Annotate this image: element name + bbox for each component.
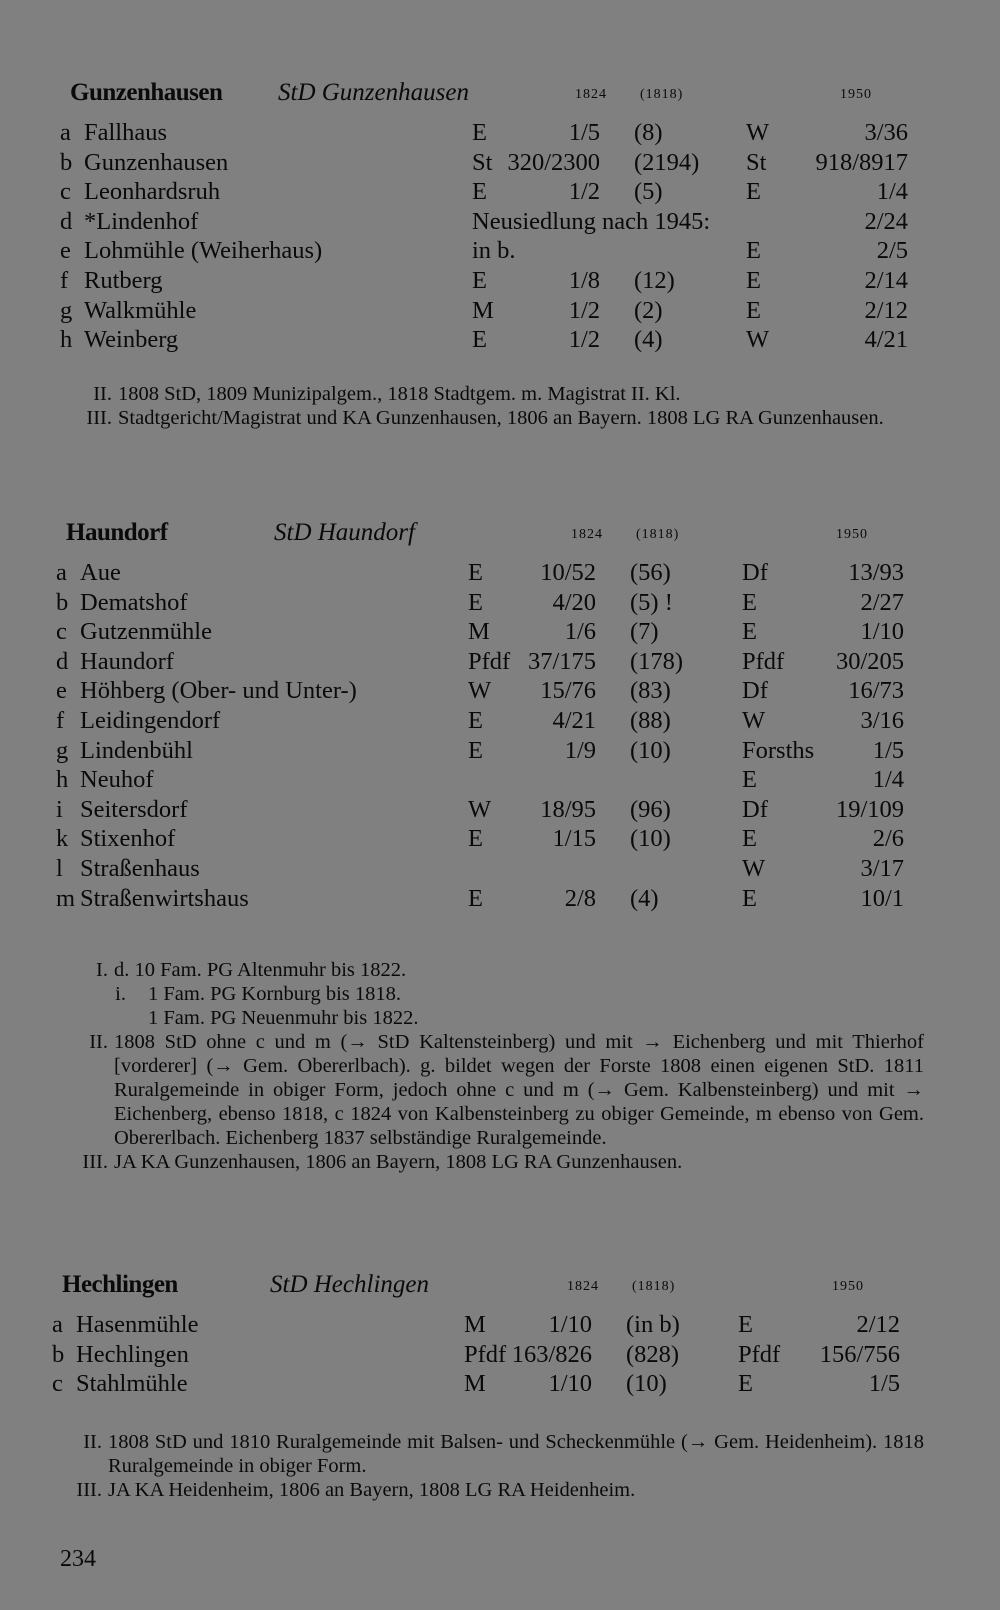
row-letter: b — [52, 1340, 65, 1368]
row-type-1950: W — [746, 119, 770, 146]
row-value-1950: 13/93 — [848, 559, 904, 586]
table-row — [0, 177, 1000, 207]
row-value-1950: 918/8917 — [815, 148, 908, 176]
note-paragraph — [72, 1150, 924, 1174]
row-value-1824: 1/2 — [568, 296, 600, 324]
row-letter: f — [56, 707, 65, 734]
row-type-1824: M — [468, 618, 490, 646]
note-text: JA KA Heidenheim, 1806 an Bayern, 1808 LG RA Heidenheim. — [108, 1479, 636, 1501]
row-type-1824: E — [468, 884, 483, 912]
note-paragraph — [66, 1478, 924, 1502]
row-value-1818: (12) — [634, 267, 675, 294]
row-value-1824: 10/52 — [540, 559, 596, 586]
row-type-1824: E — [472, 119, 487, 146]
note-text: 1 Fam. PG Kornburg bis 1818. — [148, 983, 402, 1005]
row-letter: g — [60, 296, 73, 324]
row-value-1824: 1/15 — [552, 825, 596, 853]
row-type-1950: E — [742, 825, 757, 853]
row-type-1950: St — [746, 148, 767, 176]
row-type-1950: E — [738, 1311, 753, 1338]
row-value-1824: 1/5 — [568, 119, 600, 146]
row-name: Stixenhof — [80, 825, 176, 853]
note-paragraph — [72, 982, 924, 1006]
row-value-1950: 1/5 — [868, 1370, 900, 1398]
row-value-1950: 4/21 — [864, 326, 908, 354]
row-value-1824: 1/2 — [568, 326, 600, 354]
row-value-1818: (8) — [634, 119, 663, 146]
row-type-1950: E — [738, 1370, 753, 1398]
row-value-1818: (4) — [634, 326, 663, 354]
row-value-1950: 3/17 — [860, 855, 904, 882]
row-name: Stahlmühle — [76, 1370, 188, 1398]
row-value-1824: 1/9 — [564, 736, 596, 764]
row-value-1950: 1/4 — [872, 766, 904, 794]
row-name: Rutberg — [84, 267, 163, 294]
row-value-1818: (5) — [634, 178, 663, 206]
row-value-1950: 2/14 — [864, 267, 908, 294]
year-1950: 1950 — [840, 87, 872, 102]
table-row — [0, 325, 1000, 355]
row-value-1824: 1/8 — [568, 267, 600, 294]
row-type-1824: W — [468, 795, 492, 823]
section-std: StD Hechlingen — [270, 1271, 429, 1298]
note-paragraph — [72, 958, 924, 982]
row-letter: c — [60, 178, 71, 206]
section-std: StD Gunzenhausen — [278, 79, 469, 106]
table-row — [0, 1310, 1000, 1340]
row-value-1950: 10/1 — [860, 884, 904, 912]
row-value-1950: 3/36 — [864, 119, 908, 146]
row-type-1824: Neusiedlung nach 1945: — [472, 207, 711, 235]
row-name: Straßenhaus — [80, 855, 200, 882]
row-type-1950: W — [746, 326, 770, 354]
table-row — [0, 236, 1000, 266]
row-name: Hechlingen — [76, 1340, 189, 1368]
row-value-1818: (83) — [630, 677, 671, 705]
row-value-1818: (2) — [634, 296, 663, 324]
note-text: 1808 StD, 1809 Munizipalgem., 1818 Stadtgem. m. Magistrat II. Kl. — [118, 383, 681, 405]
row-type-1950: E — [746, 296, 761, 324]
row-name: Dematshof — [80, 588, 188, 616]
table-row — [0, 558, 1000, 588]
row-type-1824: E — [472, 178, 487, 206]
row-name: Seitersdorf — [80, 795, 188, 823]
row-value-1818: (88) — [630, 707, 671, 734]
row-value-1818: (2194) — [634, 148, 700, 176]
row-value-1818: (10) — [626, 1370, 667, 1398]
table-row — [0, 266, 1000, 296]
note-paragraph — [72, 1006, 924, 1030]
note-paragraph — [66, 1430, 924, 1478]
row-name: *Lindenhof — [84, 207, 199, 235]
year-1824: 1824 — [571, 527, 603, 542]
year-1818: (1818) — [640, 87, 684, 102]
section-notes — [72, 958, 924, 1174]
row-type-1950: Forsths — [742, 736, 815, 764]
table-row — [0, 824, 1000, 854]
table-row — [0, 617, 1000, 647]
row-value-1950: 1/5 — [872, 736, 904, 764]
row-type-1824: M — [464, 1311, 486, 1338]
row-value-1950: 1/4 — [876, 178, 908, 206]
row-value-1950: 2/6 — [872, 825, 904, 853]
table-row — [0, 118, 1000, 148]
row-letter: e — [60, 237, 71, 265]
row-name: Lindenbühl — [80, 736, 193, 764]
row-value-1818: (10) — [630, 825, 671, 853]
row-value-1818: (5) ! — [630, 588, 673, 616]
row-value-1824: 1/10 — [548, 1370, 592, 1398]
row-type-1950: Df — [742, 795, 768, 823]
row-name: Walkmühle — [84, 296, 197, 324]
row-type-1824: St — [472, 148, 493, 176]
row-letter: c — [52, 1370, 63, 1398]
row-name: Leidingendorf — [80, 707, 221, 734]
row-type-1824: E — [468, 736, 483, 764]
row-letter: b — [60, 148, 73, 176]
row-letter: a — [52, 1311, 63, 1338]
row-value-1824: 15/76 — [540, 677, 596, 705]
note-number: II. — [83, 1431, 102, 1453]
table-row — [0, 676, 1000, 706]
table-row — [0, 736, 1000, 766]
row-type-1824: M — [472, 296, 494, 324]
note-text: d. 10 Fam. PG Altenmuhr bis 1822. — [114, 959, 407, 981]
table-row — [0, 588, 1000, 618]
table-row — [0, 1369, 1000, 1399]
row-value-1824: 18/95 — [540, 795, 596, 823]
table-row — [0, 884, 1000, 914]
row-type-1824: Pfdf — [468, 647, 511, 675]
row-letter: e — [56, 677, 67, 705]
table-row — [0, 148, 1000, 178]
row-name: Leonhardsruh — [84, 178, 221, 206]
row-letter: i — [56, 795, 63, 823]
row-type-1824: in b. — [472, 237, 516, 265]
row-value-1818: (in b) — [626, 1311, 680, 1338]
row-value-1824: 4/20 — [552, 588, 596, 616]
note-text: JA KA Gunzenhausen, 1806 an Bayern, 1808 LG RA Gunzenhausen. — [114, 1151, 683, 1173]
row-type-1950: E — [742, 766, 757, 794]
year-1950: 1950 — [836, 527, 868, 542]
row-type-1824: E — [468, 707, 483, 734]
note-paragraph — [76, 382, 926, 406]
row-value-1818: (828) — [626, 1340, 680, 1368]
row-value-1950: 2/24 — [864, 207, 908, 235]
table-row — [0, 1340, 1000, 1370]
row-type-1824: E — [468, 559, 483, 586]
row-type-1824: E — [468, 825, 483, 853]
row-name: Weinberg — [84, 326, 179, 354]
row-value-1950: 19/109 — [835, 795, 904, 823]
row-type-1950: Pfdf — [738, 1340, 781, 1368]
row-value-1950: 2/5 — [876, 237, 908, 265]
row-value-1818: (178) — [630, 647, 684, 675]
year-1824: 1824 — [567, 1279, 599, 1294]
note-number: III. — [82, 1151, 108, 1173]
row-value-1950: 156/756 — [819, 1340, 900, 1368]
row-value-1818: (4) — [630, 884, 659, 912]
note-number: i. — [115, 983, 126, 1005]
year-1818: (1818) — [632, 1279, 676, 1294]
row-name: Neuhof — [80, 766, 154, 794]
row-type-1824: E — [472, 326, 487, 354]
row-value-1950: 1/10 — [860, 618, 904, 646]
page-number: 234 — [60, 1546, 96, 1572]
row-value-1824: 2/8 — [564, 884, 596, 912]
row-value-1824: 1/6 — [564, 618, 596, 646]
row-type-1950: E — [746, 267, 761, 294]
row-letter: m — [56, 884, 76, 912]
row-type-1824: Pfdf — [464, 1340, 507, 1368]
table-row — [0, 706, 1000, 736]
row-value-1950: 2/27 — [860, 588, 904, 616]
row-name: Aue — [80, 559, 121, 586]
row-letter: d — [56, 647, 69, 675]
note-number: III. — [76, 1479, 102, 1501]
row-type-1950: Pfdf — [742, 647, 785, 675]
note-number: II. — [89, 1031, 108, 1053]
row-type-1824: E — [468, 588, 483, 616]
note-text: 1 Fam. PG Neuenmuhr bis 1822. — [148, 1007, 419, 1029]
row-type-1824: M — [464, 1370, 486, 1398]
row-name: Straßenwirtshaus — [80, 884, 249, 912]
note-text: 1808 StD ohne c und m (→ StD Kaltensteinberg) und mit → Eichenberg und mit Thierhof [vorderer] (→ Gem. Obererlbach). g. bildet wegen der Forste 1808 einen eigenen StD. 1811 Ruralgemeinde in obiger Form, jedoch ohne c und m (→ Gem. Kalbensteinberg) und mit → Eichenberg, ebenso 1818, c 1824 von Kalbensteinberg zu obiger Gemeinde, m ebenso von Gem. Obererlbach. Eichenberg 1837 selbständige Ruralgemeinde. — [114, 1031, 924, 1149]
row-type-1824: E — [472, 267, 487, 294]
row-value-1818: (10) — [630, 736, 671, 764]
row-type-1950: E — [746, 178, 761, 206]
section-notes — [76, 382, 926, 430]
year-1824: 1824 — [575, 87, 607, 102]
row-value-1818: (56) — [630, 559, 671, 586]
row-value-1950: 2/12 — [864, 296, 908, 324]
row-name: Gunzenhausen — [84, 148, 229, 176]
table-row — [0, 854, 1000, 884]
row-type-1950: Df — [742, 559, 768, 586]
row-letter: c — [56, 618, 67, 646]
row-letter: h — [56, 766, 69, 794]
year-1818: (1818) — [636, 527, 680, 542]
table-row — [0, 296, 1000, 326]
year-1950: 1950 — [832, 1279, 864, 1294]
section-title: Hechlingen — [62, 1271, 178, 1298]
row-letter: d — [60, 207, 73, 235]
row-letter: a — [60, 119, 71, 146]
section-std: StD Haundorf — [274, 519, 415, 546]
row-type-1950: Df — [742, 677, 768, 705]
row-type-1950: E — [742, 884, 757, 912]
row-value-1950: 16/73 — [848, 677, 904, 705]
row-name: Fallhaus — [84, 119, 168, 146]
row-letter: g — [56, 736, 69, 764]
row-value-1824: 37/175 — [527, 647, 596, 675]
note-number: III. — [86, 407, 112, 429]
row-value-1824: 320/2300 — [507, 148, 600, 176]
row-letter: l — [56, 855, 63, 882]
note-text: Stadtgericht/Magistrat und KA Gunzenhausen, 1806 an Bayern. 1808 LG RA Gunzenhausen. — [118, 407, 884, 429]
section-title: Haundorf — [66, 519, 168, 546]
row-letter: f — [60, 267, 69, 294]
row-value-1824: 1/2 — [568, 178, 600, 206]
row-value-1818: (96) — [630, 795, 671, 823]
row-value-1950: 2/12 — [856, 1311, 900, 1338]
note-number: II. — [93, 383, 112, 405]
section-notes — [66, 1430, 924, 1502]
row-name: Hasenmühle — [76, 1311, 199, 1338]
table-row — [0, 765, 1000, 795]
row-type-1950: E — [742, 618, 757, 646]
note-text: 1808 StD und 1810 Ruralgemeinde mit Balsen- und Scheckenmühle (→ Gem. Heidenheim). 1818 Ruralgemeinde in obiger Form. — [108, 1431, 924, 1477]
row-value-1950: 30/205 — [835, 647, 904, 675]
table-row — [0, 647, 1000, 677]
row-letter: a — [56, 559, 67, 586]
row-letter: b — [56, 588, 69, 616]
row-type-1950: E — [746, 237, 761, 265]
row-name: Lohmühle (Weiherhaus) — [84, 237, 323, 265]
note-number: I. — [96, 959, 108, 981]
note-paragraph — [72, 1030, 924, 1150]
section-title: Gunzenhausen — [70, 79, 223, 106]
row-type-1824: W — [468, 677, 492, 705]
table-row — [0, 207, 1000, 237]
row-name: Höhberg (Ober- und Unter-) — [80, 677, 357, 705]
row-name: Gutzenmühle — [80, 618, 212, 646]
row-name: Haundorf — [80, 647, 174, 675]
table-row — [0, 795, 1000, 825]
row-type-1950: E — [742, 588, 757, 616]
row-letter: h — [60, 326, 73, 354]
note-paragraph — [76, 406, 926, 430]
row-value-1950: 3/16 — [860, 707, 904, 734]
row-value-1818: (7) — [630, 618, 659, 646]
row-type-1950: W — [742, 855, 766, 882]
row-value-1824: 1/10 — [548, 1311, 592, 1338]
row-value-1824: 163/826 — [511, 1340, 592, 1368]
row-letter: k — [56, 825, 69, 853]
row-value-1824: 4/21 — [552, 707, 596, 734]
row-type-1950: W — [742, 707, 766, 734]
